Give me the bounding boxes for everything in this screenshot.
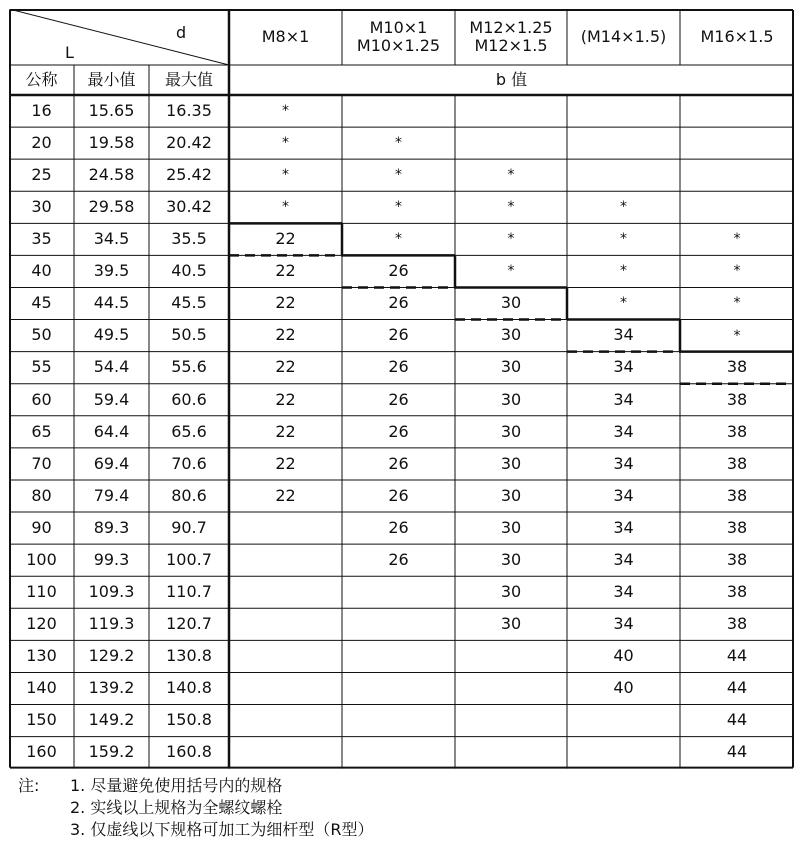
b-value-cell: * [507,231,515,248]
b-value-cell: 30 [500,357,522,377]
length-nominal: 80 [31,485,52,505]
length-min: 89.3 [93,517,130,537]
b-value-cell: 40 [613,646,634,666]
length-nominal: 30 [31,197,52,217]
b-value-cell: * [395,199,402,216]
b-value-cell: 44 [726,678,748,698]
length-min: 64.4 [93,421,130,441]
length-max: 90.7 [171,517,207,537]
b-value-cell: 22 [275,325,296,345]
b-value-cell [455,127,567,159]
b-value-cell: 26 [388,453,409,473]
length-min: 129.2 [88,646,135,666]
b-value-cell: * [282,135,289,152]
b-value-cell: * [507,263,515,280]
b-value-cell [455,705,567,737]
b-value-cell: * [620,263,627,280]
b-value-cell [342,608,455,640]
b-value-cell [455,95,567,127]
b-value-cell: 38 [726,614,748,634]
b-value-cell: 30 [500,421,522,441]
b-value-cell: 44 [726,646,748,666]
length-max: 110.7 [166,582,212,602]
corner-label-d: d [176,23,187,42]
length-nominal: 100 [26,549,57,569]
length-nominal: 150 [26,710,57,730]
b-value-cell: 30 [500,582,522,602]
b-value-cell: 34 [613,582,634,602]
b-value-cell: * [507,167,515,184]
b-value-cell: 30 [500,549,522,569]
length-max: 80.6 [171,485,207,505]
length-nominal: 20 [31,132,52,152]
length-nominal: 160 [26,742,57,762]
b-value-cell: 30 [500,614,522,634]
b-value-cell [455,640,567,672]
length-min: 109.3 [88,582,135,602]
length-nominal: 130 [26,646,57,666]
b-value-cell: * [733,327,741,344]
length-max: 65.6 [171,421,207,441]
b-value-cell [680,127,794,159]
length-max: 100.7 [166,549,212,569]
b-value-cell [342,640,455,672]
column-header: 最小值 [87,69,136,89]
b-value-cell: 26 [388,293,409,313]
length-nominal: 35 [31,229,52,249]
b-value-cell: 22 [275,357,296,377]
b-value-cell: 44 [726,742,748,762]
b-value-cell [455,737,567,769]
b-value-cell [342,705,455,737]
b-value-cell [342,737,455,769]
b-value-cell: 38 [726,389,748,409]
length-nominal: 45 [31,293,52,313]
thread-header: M16×1.5 [700,26,774,46]
b-value-cell: * [395,167,402,184]
length-min: 139.2 [88,678,135,698]
b-value-cell [567,159,680,191]
length-max: 35.5 [171,229,207,249]
length-min: 24.58 [88,165,135,184]
b-value-cell: 22 [275,293,296,313]
length-max: 160.8 [166,742,212,762]
b-value-cell: 34 [613,485,634,505]
length-max: 30.42 [166,197,212,217]
length-max: 25.42 [166,165,212,184]
length-max: 20.42 [166,132,212,152]
b-value-cell: 34 [613,357,634,377]
thread-header: M10×1 M10×1.25 [356,17,441,55]
b-value-cell: * [395,231,402,248]
b-value-cell: * [507,199,515,216]
b-value-cell: 26 [388,421,409,441]
b-value-cell: 34 [613,421,634,441]
note-item-3: 3. 仅虚线以下规格可加工为细杆型（R型） [70,820,374,839]
b-value-cell: 34 [613,517,634,537]
b-value-cell: * [282,102,289,119]
b-value-cell: 26 [388,485,409,505]
bolt-length-table [9,9,794,772]
b-value-cell: 26 [388,549,409,569]
b-value-cell [455,672,567,704]
length-min: 59.4 [93,389,130,409]
b-value-cell [342,672,455,704]
b-value-cell: 26 [388,261,409,281]
b-value-cell: 44 [726,710,748,730]
b-value-cell [229,640,342,672]
b-value-cell: 34 [613,325,634,345]
b-value-cell [342,576,455,608]
b-value-cell [342,95,455,127]
length-nominal: 65 [31,421,52,441]
length-max: 60.6 [171,389,207,409]
b-value-cell: 34 [613,549,634,569]
b-value-cell: 38 [726,582,748,602]
length-nominal: 140 [26,678,57,698]
b-value-cell: 26 [388,357,409,377]
thread-header: M8×1 [261,26,310,46]
b-value-cell: * [282,199,289,216]
length-nominal: 70 [31,453,52,473]
b-value-cell [229,512,342,544]
b-value-cell: 22 [275,453,296,473]
b-value-cell: 38 [726,453,748,473]
b-value-cell: 38 [726,421,748,441]
corner-label-L: L [65,43,74,62]
length-max: 55.6 [171,357,207,377]
length-min: 99.3 [93,549,130,569]
note-item-1: 1. 尽量避免使用括号内的规格 [70,776,283,795]
b-value-cell: 30 [500,485,522,505]
length-nominal: 55 [31,357,52,377]
length-nominal: 90 [31,517,52,537]
length-nominal: 40 [31,261,52,281]
length-min: 159.2 [88,742,135,762]
corner-diagonal [9,9,229,65]
length-min: 149.2 [88,710,135,730]
thread-header: (M14×1.5) [580,26,667,46]
b-value-cell: 22 [275,261,296,281]
b-value-cell: 30 [500,453,522,473]
b-value-cell: 30 [500,517,522,537]
b-value-cell: 26 [388,325,409,345]
length-max: 16.35 [166,100,212,120]
length-max: 120.7 [166,614,212,634]
b-value-cell [680,95,794,127]
b-value-cell [229,705,342,737]
b-value-cell: 26 [388,389,409,409]
length-max: 45.5 [171,293,207,313]
length-max: 140.8 [166,678,212,698]
length-min: 69.4 [93,453,130,473]
b-value-cell [567,127,680,159]
b-value-cell: 22 [275,229,296,249]
b-value-cell: 22 [275,485,296,505]
length-min: 79.4 [93,485,130,505]
length-nominal: 16 [31,100,52,120]
length-min: 49.5 [93,325,130,345]
b-value-cell: 30 [500,325,522,345]
length-min: 44.5 [93,293,130,313]
length-min: 39.5 [93,261,130,281]
b-value-cell: * [282,167,289,184]
b-value-cell [229,576,342,608]
b-value-cell [229,544,342,576]
b-value-header: b 值 [495,69,528,89]
b-value-cell: 40 [613,678,634,698]
b-value-cell: * [733,231,741,248]
length-nominal: 25 [31,165,52,184]
b-value-cell: * [620,295,627,312]
b-value-cell [229,737,342,769]
length-max: 70.6 [171,453,207,473]
length-min: 19.58 [88,132,135,152]
b-value-cell: 38 [726,517,748,537]
length-max: 50.5 [171,325,207,345]
note-item-2: 2. 实线以上规格为全螺纹螺栓 [70,798,283,817]
length-nominal: 60 [31,389,52,409]
b-value-cell [567,95,680,127]
b-value-cell: 22 [275,389,296,409]
length-max: 150.8 [166,710,212,730]
b-value-cell [680,159,794,191]
b-value-cell: * [733,263,741,280]
length-max: 130.8 [166,646,212,666]
b-value-cell [680,191,794,223]
length-min: 15.65 [88,100,135,120]
b-value-cell [567,705,680,737]
length-min: 29.58 [88,197,135,217]
b-value-cell: 30 [500,293,522,313]
length-min: 34.5 [93,229,130,249]
b-value-cell: 34 [613,453,634,473]
length-min: 119.3 [88,614,135,634]
b-value-cell: * [620,199,627,216]
b-value-cell: 38 [726,485,748,505]
column-header: 最大值 [164,69,213,89]
column-header: 公称 [25,69,58,89]
b-value-cell: 22 [275,421,296,441]
b-value-cell: 34 [613,389,634,409]
b-value-cell [567,737,680,769]
thread-header: M12×1.25 M12×1.5 [469,17,553,55]
b-value-cell: 30 [500,389,522,409]
b-value-cell: 38 [726,549,748,569]
b-value-cell: * [620,231,627,248]
b-value-cell: 34 [613,614,634,634]
b-value-cell: 38 [726,357,748,377]
b-value-cell: * [733,295,741,312]
b-value-cell [229,672,342,704]
notes-label: 注: [18,776,40,795]
length-nominal: 50 [31,325,52,345]
b-value-cell: 26 [388,517,409,537]
b-value-cell [229,608,342,640]
length-max: 40.5 [171,261,207,281]
length-nominal: 120 [26,614,57,634]
b-value-cell: * [395,135,402,152]
length-min: 54.4 [93,357,130,377]
length-nominal: 110 [26,582,57,602]
